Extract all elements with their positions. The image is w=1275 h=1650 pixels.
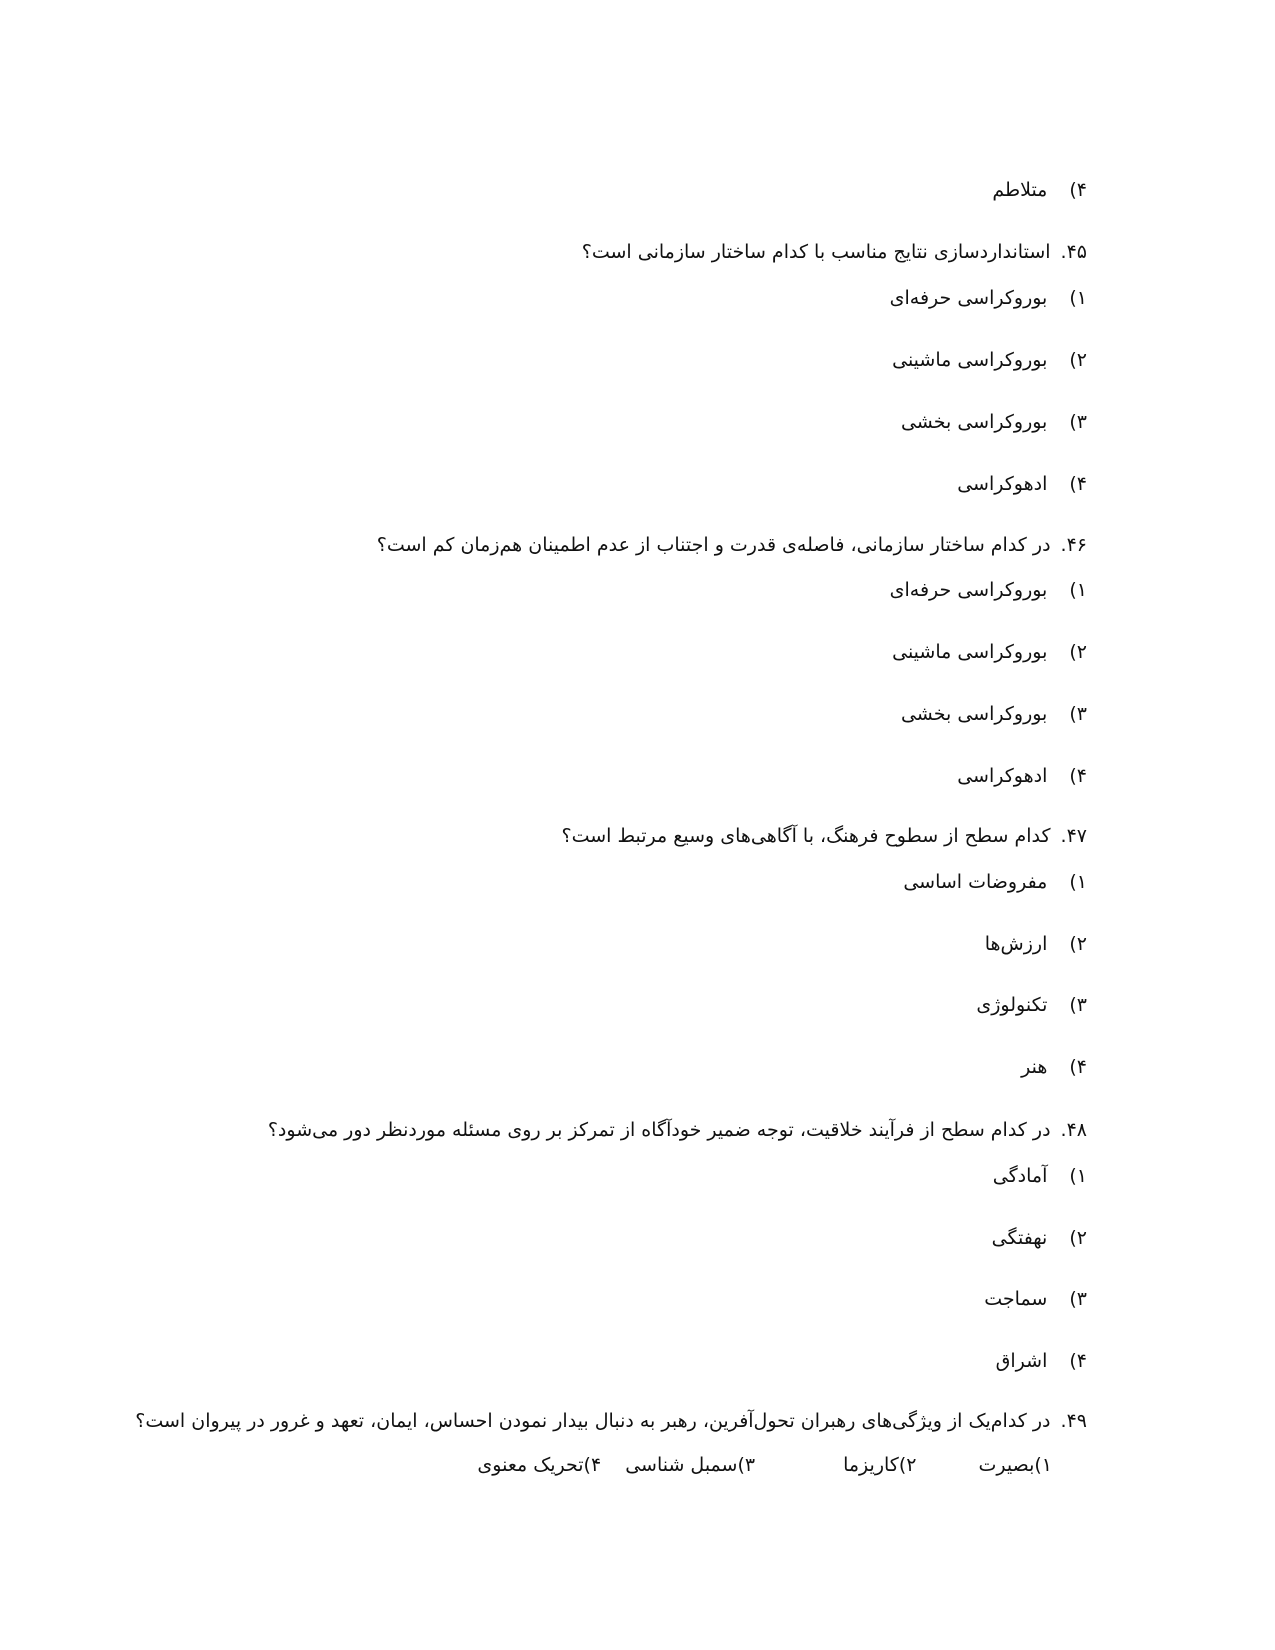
option-text: بوروکراسی ماشینی: [892, 349, 1048, 371]
option-text: اشراق: [995, 1350, 1048, 1372]
option-text: ادهوکراسی: [957, 765, 1048, 787]
q47-option-1: [903, 868, 1087, 896]
q49-option-1: [978, 1451, 1052, 1479]
q48-option-1: [993, 1162, 1087, 1190]
option-number: ۱): [1069, 871, 1087, 893]
q49-option-4: [477, 1451, 601, 1479]
q47-option-2: [985, 930, 1087, 958]
q48-option-2: [992, 1224, 1087, 1252]
question-text: استانداردسازی نتایج مناسب با کدام ساختار سازمانی است؟: [581, 241, 1051, 263]
question-text: در کدام ساختار سازمانی، فاصله‌ی قدرت و اجتناب از عدم اطمینان هم‌زمان کم است؟: [376, 534, 1051, 556]
question-number: ۴۵.: [1060, 241, 1087, 263]
option-number: ۲): [1069, 933, 1087, 955]
q46-option-2: [892, 638, 1087, 666]
question-number: ۴۹.: [1060, 1410, 1087, 1432]
option-text: بوروکراسی حرفه‌ای: [889, 579, 1048, 601]
option-number: ۴): [1069, 1350, 1087, 1372]
option-number: ۲): [1069, 349, 1087, 371]
option-number: ۳): [1069, 703, 1087, 725]
option-text: تحریک معنوی: [477, 1454, 584, 1476]
question-48: [268, 1116, 1087, 1144]
option-text: سمبل شناسی: [625, 1454, 738, 1476]
option-text: مفروضات اساسی: [903, 871, 1048, 893]
option-number: ۳): [737, 1454, 756, 1476]
option-text: ارزش‌ها: [984, 933, 1048, 955]
q45-option-3: [901, 408, 1087, 436]
option-text: کاریزما: [843, 1454, 899, 1476]
option-number: ۴): [1069, 1056, 1087, 1078]
option-number: ۳): [1069, 411, 1087, 433]
q48-option-3: [984, 1285, 1087, 1313]
option-text: متلاطم: [992, 179, 1048, 201]
option-number: ۳): [1069, 1288, 1087, 1310]
option-text: ادهوکراسی: [957, 473, 1048, 495]
question-46: [377, 531, 1087, 559]
question-number: ۴۸.: [1060, 1119, 1087, 1141]
option-number: ۱): [1069, 579, 1087, 601]
question-45: [582, 238, 1087, 266]
option-number: ۲): [1069, 641, 1087, 663]
q49-options-row: [477, 1451, 1052, 1479]
option-number: ۱): [1069, 1165, 1087, 1187]
question-text: در کدام سطح از فرآیند خلاقیت، توجه ضمیر خودآگاه از تمرکز بر روی مسئله موردنظر دور می‌شود؟: [267, 1119, 1051, 1141]
option-text: تکنولوژی: [976, 994, 1048, 1016]
option-number: ۳): [1069, 994, 1087, 1016]
option-number: ۴): [1069, 765, 1087, 787]
question-49: [135, 1407, 1087, 1435]
question-text: در کدام‌یک از ویژگی‌های رهبران تحول‌آفرین، رهبر به دنبال بیدار نمودن احساس، ایمان، تعهد و غرور در پیروان است؟: [135, 1410, 1051, 1432]
option-number: ۱): [1034, 1454, 1052, 1476]
option-number: ۲): [1069, 1227, 1087, 1249]
option-text: نهفتگی: [991, 1227, 1048, 1249]
option-text: آمادگی: [992, 1165, 1048, 1187]
option-text: هنر: [1021, 1056, 1048, 1078]
q45-option-1: [890, 284, 1087, 312]
q47-option-3: [976, 991, 1087, 1019]
option-number: ۱): [1069, 287, 1087, 309]
question-47: [562, 822, 1087, 850]
option-text: سماجت: [984, 1288, 1048, 1310]
q49-option-3: [625, 1451, 755, 1479]
q45-option-4: [957, 470, 1087, 498]
question-number: ۴۶.: [1060, 534, 1087, 556]
option-text: بوروکراسی بخشی: [900, 703, 1048, 725]
option-number: ۲): [898, 1454, 917, 1476]
q47-option-4: [1021, 1053, 1087, 1081]
option-number: ۴): [583, 1454, 602, 1476]
option-text: بصیرت: [978, 1454, 1035, 1476]
q48-option-4: [996, 1347, 1087, 1375]
q46-option-4: [957, 762, 1087, 790]
option-text: بوروکراسی حرفه‌ای: [889, 287, 1048, 309]
q46-option-1: [890, 576, 1087, 604]
option-text: بوروکراسی ماشینی: [892, 641, 1048, 663]
option-number: ۴): [1069, 179, 1087, 201]
question-text: کدام سطح از سطوح فرهنگ، با آگاهی‌های وسیع مرتبط است؟: [561, 825, 1051, 847]
option-text: بوروکراسی بخشی: [900, 411, 1048, 433]
prev-question-option-4: [992, 176, 1087, 204]
question-number: ۴۷.: [1060, 825, 1087, 847]
option-number: ۴): [1069, 473, 1087, 495]
q49-option-2: [843, 1451, 916, 1479]
q46-option-3: [901, 700, 1087, 728]
q45-option-2: [892, 346, 1087, 374]
